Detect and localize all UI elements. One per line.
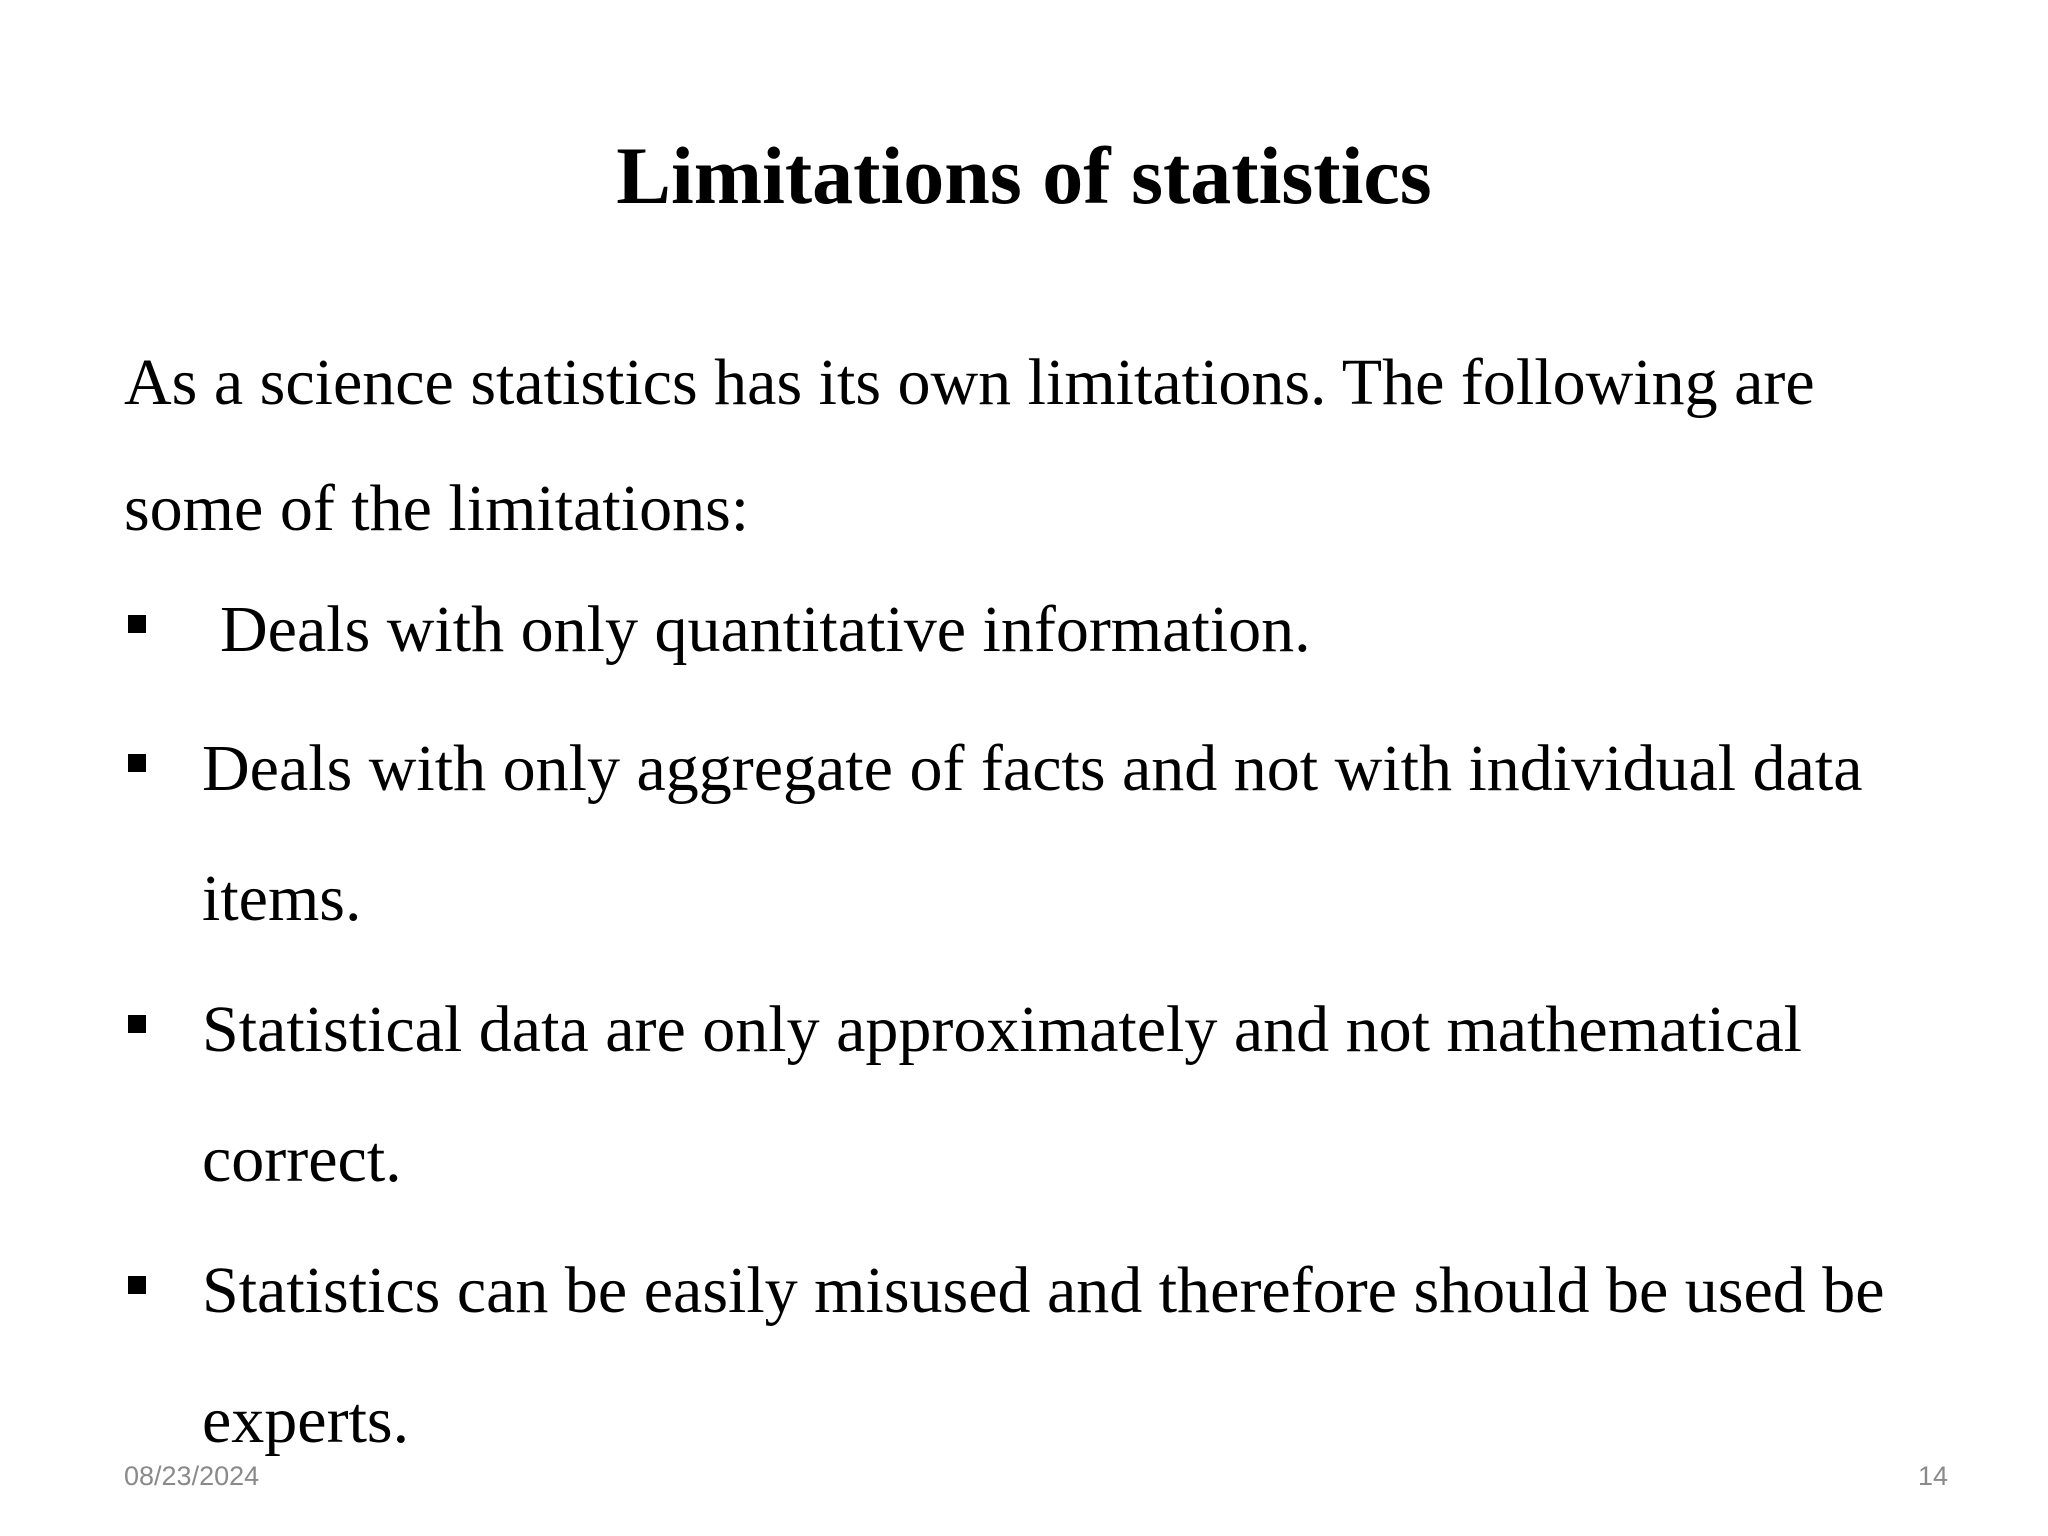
square-bullet-icon: [128, 1015, 146, 1033]
bullet-item: [124, 965, 1954, 1225]
bullet-text: Statistics can be easily misused and therefore should be used be experts.: [202, 1254, 1885, 1457]
slide-number: 14: [1917, 1461, 1948, 1491]
bullet-item: [124, 704, 1954, 964]
bullet-text: Statistical data are only approximately and not mathematical correct.: [202, 993, 1802, 1196]
square-bullet-icon: [128, 1276, 146, 1294]
bullet-text: Deals with only quantitative information.: [220, 593, 1311, 666]
bullet-item: [124, 1226, 1954, 1486]
square-bullet-icon: [128, 615, 146, 633]
square-bullet-icon: [128, 754, 146, 772]
footer-date: 08/23/2024: [124, 1461, 260, 1491]
slide-title: Limitations of statistics: [616, 130, 1432, 221]
bullet-text: Deals with only aggregate of facts and not with individual data items.: [202, 732, 1863, 935]
bullet-item: [124, 565, 1954, 695]
intro-paragraph: As a science statistics has its own limitations. The following are some of the limitations:: [124, 346, 1815, 545]
